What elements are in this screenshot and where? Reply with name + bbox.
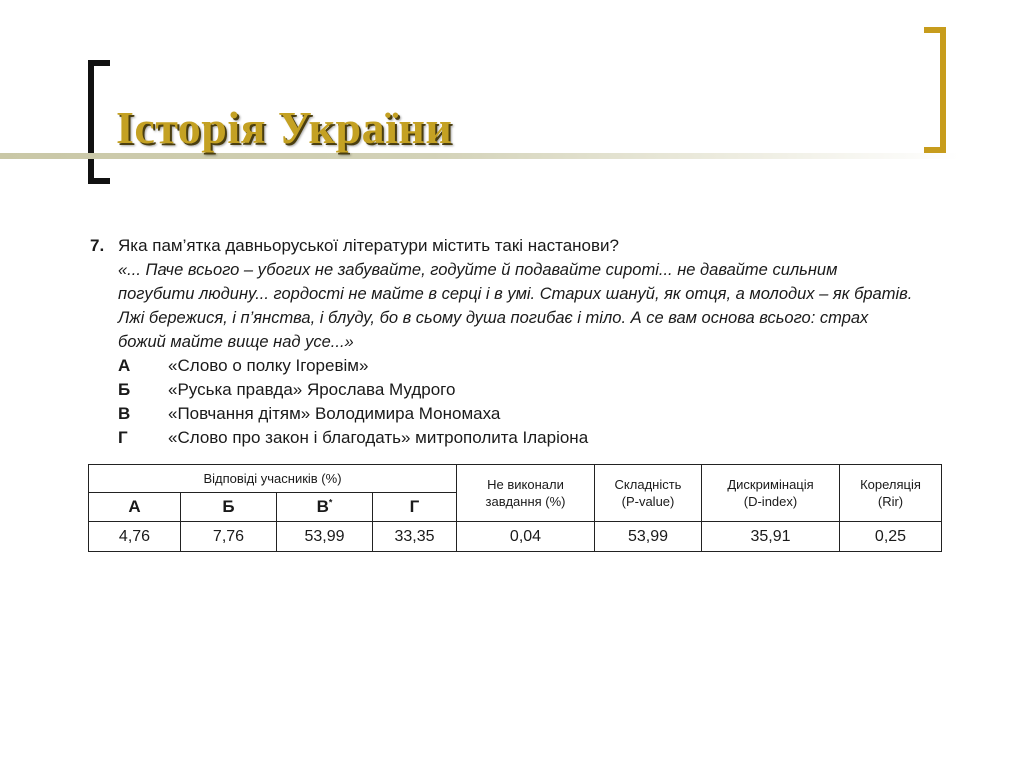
question-text: Яка пам’ятка давньоруської літератури містить такі настанови? — [118, 236, 619, 255]
question-number: 7. — [90, 236, 105, 255]
not-done-header-line1: Не виконали — [487, 477, 564, 492]
option-letter: Б — [118, 380, 131, 399]
answer-value-b: 7,76 — [181, 522, 277, 552]
quote-line: «... Паче всього – убогих не забувайте, годуйте й подавайте сироті... не давайте сильним — [118, 261, 838, 279]
correlation-header — [840, 465, 942, 522]
answer-letter-v-correct — [277, 493, 373, 522]
question-block — [90, 234, 950, 450]
correlation-header-line2: (Rir) — [877, 494, 904, 509]
quote-line: божий майте вище над усе...» — [118, 333, 354, 351]
not-done-header — [457, 465, 595, 522]
right-bracket-decoration — [924, 27, 946, 153]
answer-letter-a: А — [89, 493, 181, 522]
difficulty-header-line2: (P-value) — [621, 494, 675, 509]
answer-value-g: 33,35 — [373, 522, 457, 552]
answer-letter-v: В — [316, 497, 329, 516]
correlation-header-line1: Кореляція — [860, 477, 921, 492]
answer-value-a: 4,76 — [89, 522, 181, 552]
option-a — [118, 354, 950, 378]
discrimination-header-line1: Дискримінація — [727, 477, 814, 492]
answer-options — [118, 354, 950, 450]
answer-value-v: 53,99 — [277, 522, 373, 552]
question-quote — [118, 258, 950, 354]
answer-letter-g: Г — [373, 493, 457, 522]
option-text: «Слово о полку Ігоревім» — [168, 356, 369, 375]
quote-line: погубити людину... гордості не майте в серці і в умі. Старих шануй, як отця, а молодих – як братів. — [118, 285, 913, 303]
option-text: «Повчання дітям» Володимира Мономаха — [168, 404, 501, 423]
quote-line: Лжі бережися, і п’янства, і блуду, бо в сьому душа погибає і тіло. А се вам основа всього: страх — [118, 309, 869, 327]
left-bracket-decoration — [88, 60, 110, 184]
option-v — [118, 402, 950, 426]
slide-title: Історія України — [116, 102, 453, 153]
discrimination-header — [702, 465, 840, 522]
difficulty-header-line1: Складність — [614, 477, 682, 492]
option-letter: А — [118, 356, 131, 375]
option-letter: Г — [118, 428, 128, 447]
discrimination-value: 35,91 — [702, 522, 840, 552]
option-text: «Слово про закон і благодать» митрополита Іларіона — [168, 428, 589, 447]
option-text: «Руська правда» Ярослава Мудрого — [168, 380, 456, 399]
option-b — [118, 378, 950, 402]
statistics-table — [88, 464, 942, 552]
answers-header: Відповіді учасників (%) — [89, 465, 457, 493]
option-g — [118, 426, 950, 450]
option-letter: В — [118, 404, 131, 423]
difficulty-value: 53,99 — [595, 522, 702, 552]
not-done-header-line2: завдання (%) — [485, 494, 566, 509]
correlation-value: 0,25 — [840, 522, 942, 552]
answer-letter-b: Б — [181, 493, 277, 522]
correct-answer-mark: * — [328, 497, 333, 508]
not-done-value: 0,04 — [457, 522, 595, 552]
question-header — [90, 234, 950, 258]
difficulty-header — [595, 465, 702, 522]
discrimination-header-line2: (D-index) — [743, 494, 798, 509]
